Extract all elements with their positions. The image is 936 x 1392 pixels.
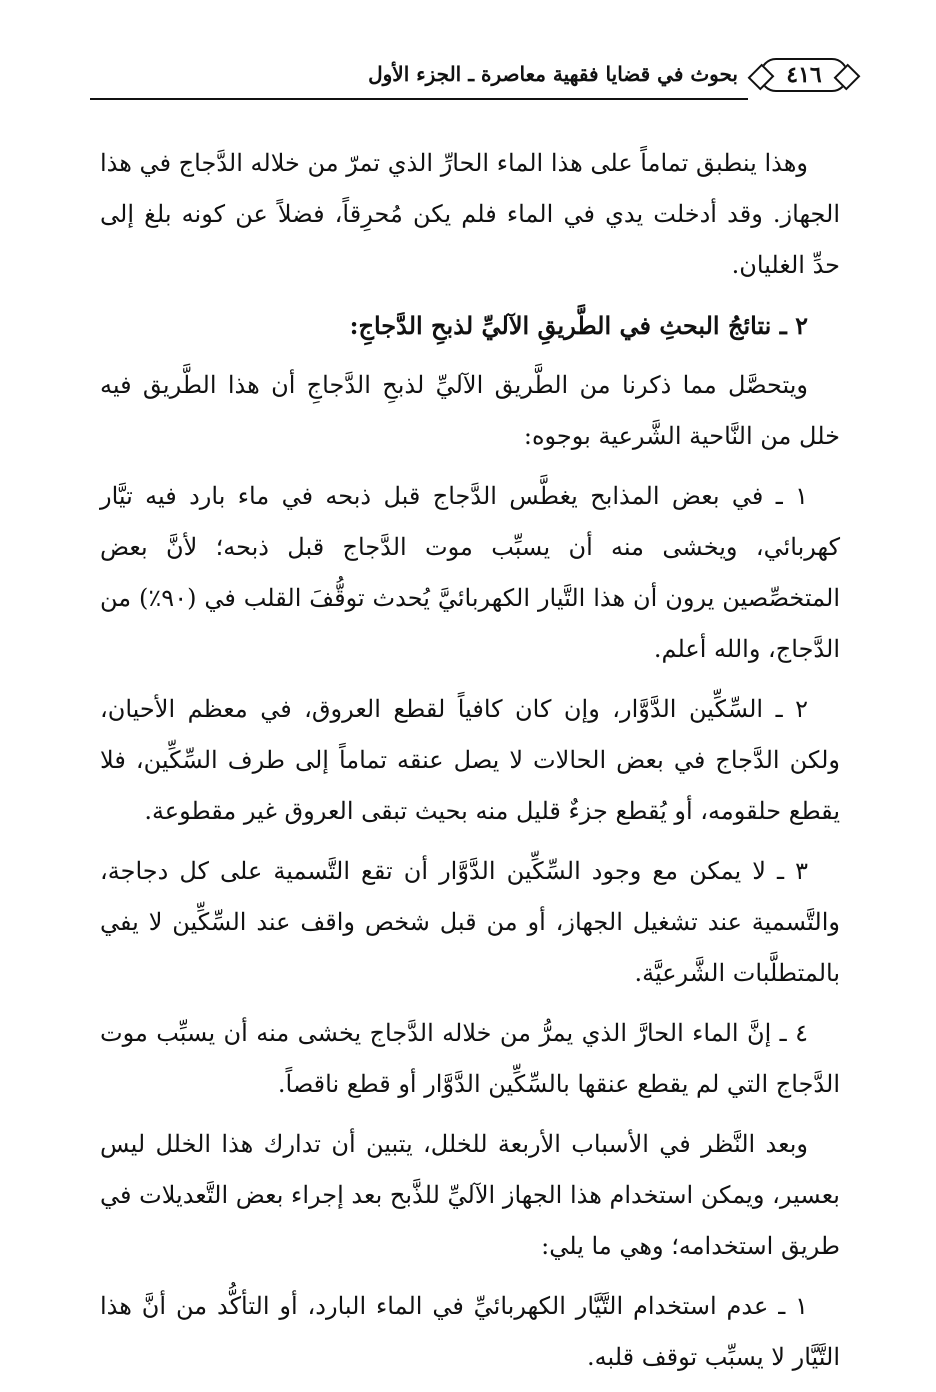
list-item-3: ٣ ـ لا يمكن مع وجود السِّكِّين الدَّوَّار أن تقع التَّسمية على كل دجاجة، والتَّسمية عند تشغيل الجهاز، أو من قبل شخص واقف عند السِّكِّين لا يفي بالمتطلَّبات الشَّرعيَّة. <box>100 857 840 987</box>
paragraph-intro: وهذا ينطبق تماماً على هذا الماء الحارِّ الذي تمرّ من خلاله الدَّجاج في هذا الجهاز. وقد أدخلت يدي في الماء فلم يكن مُحرِقاً، فضلاً عن كونه بلغ إلى حدِّ الغليان. <box>100 149 840 279</box>
list-item-4: ٤ ـ إنَّ الماء الحارَّ الذي يمرُّ من خلاله الدَّجاج يخشى منه أن يسبِّب موت الدَّجاج التي لم يقطع عنقها بالسِّكِّين الدَّوَّار أو قطع ناقصاً. <box>100 1019 840 1098</box>
section-heading: ٢ ـ نتائجُ البحثِ في الطَّريقِ الآليِّ لذبحِ الدَّجاجِ: <box>349 311 808 340</box>
page-header <box>90 48 848 98</box>
page-number: ٤١٦ <box>760 58 848 92</box>
remedy-item-1: ١ ـ عدم استخدام التَّيَّار الكهربائيِّ في الماء البارد، أو التأكُّد من أنَّ هذا التَّيَّار لا يسبِّب توقف قلبه. <box>100 1292 840 1371</box>
list-item-1: ١ ـ في بعض المذابح يغطَّس الدَّجاج قبل ذبحه في ماء بارد فيه تيَّار كهربائي، ويخشى منه أن يسبِّب موت الدَّجاج قبل ذبحه؛ لأنَّ بعض المتخصِّصين يرون أن هذا التَّيار الكهربائيَّ يُحدث توقُّفَ القلب في (٩٠٪) من الدَّجاج، والله أعلم. <box>100 482 840 663</box>
paragraph-summary: ويتحصَّل مما ذكرنا من الطَّريق الآليِّ لذبحِ الدَّجاجِ أن هذا الطَّريق فيه خلل من النَّاحية الشَّرعية بوجوه: <box>100 371 840 450</box>
paragraph-conclusion: وبعد النَّظر في الأسباب الأربعة للخلل، يتبين أن تدارك هذا الخلل ليس بعسير، ويمكن استخدام هذا الجهاز الآليِّ للذَّبح بعد إجراء بعض التَّعديلات في طريق استخدامه؛ وهي ما يلي: <box>100 1130 840 1260</box>
list-item-2: ٢ ـ السِّكِّين الدَّوَّار، وإن كان كافياً لقطع العروق، في معظم الأحيان، ولكن الدَّجاج في بعض الحالات لا يصل عنقه تماماً إلى طرف السِّكِّين، فلا يقطع حلقومه، أو يُقطع جزءٌ قليل منه بحيث تبقى العروق غير مقطوعة. <box>100 695 840 825</box>
running-title: بحوث في قضايا فقهية معاصرة ـ الجزء الأول <box>368 62 738 86</box>
header-divider <box>90 98 748 100</box>
page-body <box>100 138 840 1392</box>
